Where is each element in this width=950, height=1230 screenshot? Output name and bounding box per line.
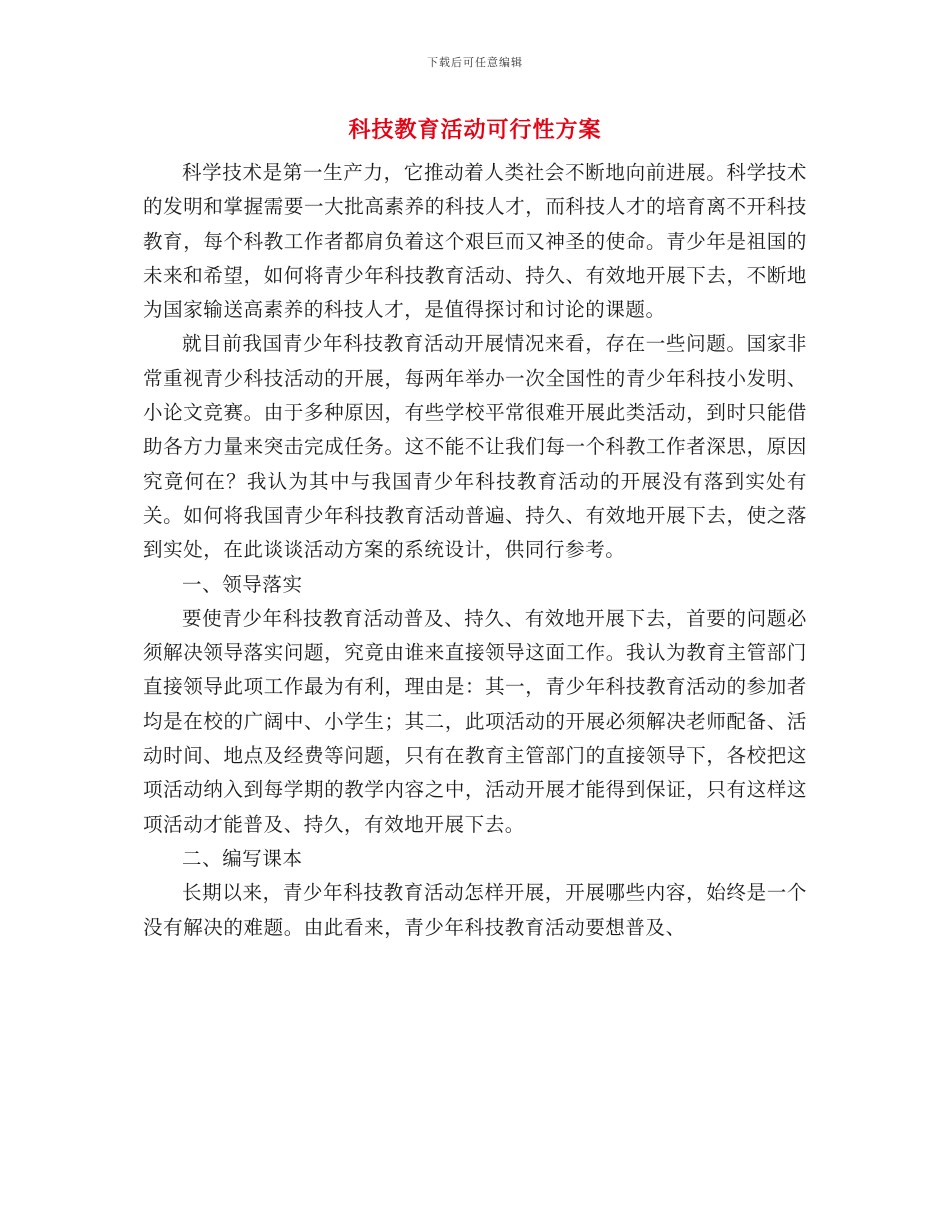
section-heading-textbook: 二、编写课本: [182, 846, 303, 870]
document-title: 科技教育活动可行性方案: [348, 117, 602, 143]
paragraph-intro: 科学技术是第一生产力，它推动着人类社会不断地向前进展。科学技术的发明和掌握需要一大批高素养的科技人才，而科技人才的培育离不开科技教育，每个科教工作者都肩负着这个艰巨而又神圣的使命。青少年是祖国的未来和希望，如何将青少年科技教育活动、持久、有效地开展下去，不断地为国家输送高素养的科技人才，是值得探讨和讨论的课题。: [143, 161, 807, 322]
section-heading-leadership: 一、领导落实: [182, 572, 303, 596]
document-body: [143, 156, 807, 945]
paragraph-leadership: 要使青少年科技教育活动普及、持久、有效地开展下去，首要的问题必须解决领导落实问题，究竟由谁来直接领导这面工作。我认为教育主管部门直接领导此项工作最为有利，理由是：其一，青少年科技教育活动的参加者均是在校的广阔中、小学生；其二，此项活动的开展必须解决老师配备、活动时间、地点及经费等问题，只有在教育主管部门的直接领导下，各校把这项活动纳入到每学期的教学内容之中，活动开展才能得到保证，只有这样这项活动才能普及、持久，有效地开展下去。: [143, 606, 807, 836]
header-note: 下载后可任意编辑: [427, 56, 523, 69]
paragraph-problems: 就目前我国青少年科技教育活动开展情况来看，存在一些问题。国家非常重视青少科技活动的开展，每两年举办一次全国性的青少年科技小发明、小论文竞赛。由于多种原因，有些学校平常很难开展此类活动，到时只能借助各方力量来突击完成任务。这不能不让我们每一个科教工作者深思，原因究竟何在？我认为其中与我国青少年科技教育活动的开展没有落到实处有关。如何将我国青少年科技教育活动普遍、持久、有效地开展下去，使之落到实处，在此谈谈活动方案的系统设计，供同行参考。: [143, 332, 807, 562]
paragraph-textbook: 长期以来，青少年科技教育活动怎样开展，开展哪些内容，始终是一个没有解决的难题。由此看来，青少年科技教育活动要想普及、: [143, 881, 807, 939]
